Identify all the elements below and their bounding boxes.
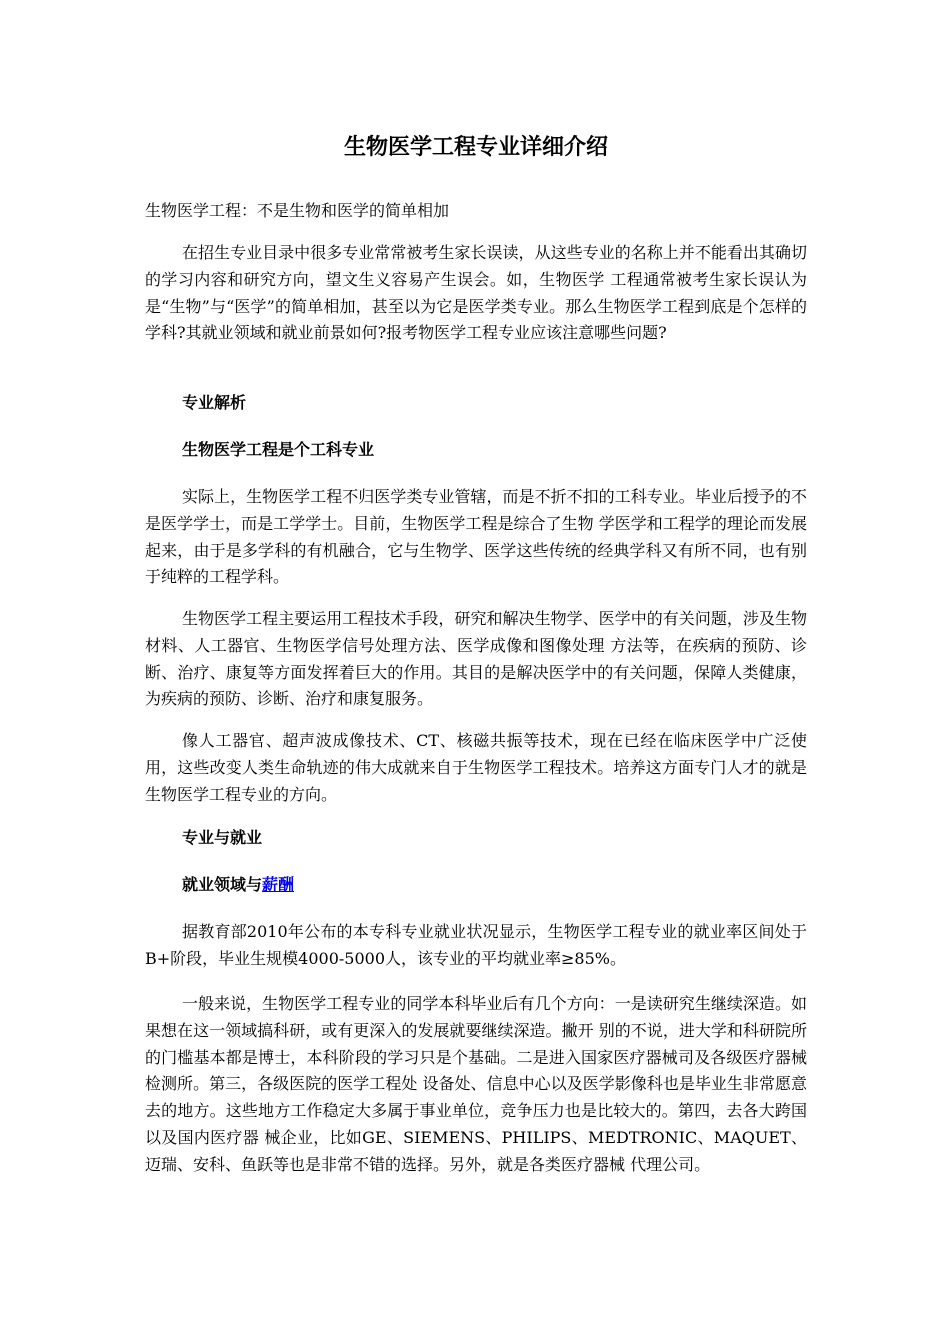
section-heading-employment: 专业与就业 (182, 828, 263, 847)
body-paragraph: 据教育部2010年公布的本专科专业就业状况显示，生物医学工程专业的就业率区间处于B+阶段，毕业生规模4000-5000人，该专业的平均就业率≥85%。 (145, 922, 807, 968)
body-paragraph: 生物医学工程主要运用工程技术手段，研究和解决生物学、医学中的有关问题，涉及生物材料、人工器官、生物医学信号处理方法、医学成像和图像处理 方法等，在疾病的预防、诊断、治疗、康复等方面发挥着巨大的作用。其目的是解决医学中的有关问题，保障人类健康，为疾病的预防、诊断、治疗和康复服务。 (145, 609, 807, 709)
section-subheading-salary (182, 872, 294, 898)
document-subtitle: 生物医学工程：不是生物和医学的简单相加 (145, 201, 450, 220)
body-paragraph: 像人工器官、超声波成像技术、CT、核磁共振等技术，现在已经在临床医学中广泛使用，这些改变人类生命轨迹的伟大成就来自于生物医学工程技术。培养这方面专门人才的就是生物医学工程专业的方向。 (145, 731, 807, 804)
body-paragraph: 一般来说，生物医学工程专业的同学本科毕业后有几个方向：一是读研究生继续深造。如果想在这一领域搞科研，或有更深入的发展就要继续深造。撇开 别的不说，进大学和科研院所的门槛基本都是博士，本科阶段的学习只是个基础。二是进入国家医疗器械司及各级医疗器械检测所。第三，各级医院的医学工程处 设备处、信息中心以及医学影像科也是毕业生非常愿意去的地方。这些地方工作稳定大多属于事业单位，竞争压力也是比较大的。第四，去各大跨国以及国内医疗器 械企业，比如GE、SIEMENS、PHILIPS、MEDTRONIC、MAQUET、迈瑞、安科、鱼跃等也是非常不错的选择。另外，就是各类医疗器械 代理公司。 (145, 994, 807, 1174)
section-subheading-engineering: 生物医学工程是个工科专业 (182, 440, 375, 459)
section-heading-analysis: 专业解析 (182, 393, 247, 412)
body-paragraph: 实际上，生物医学工程不归医学类专业管辖，而是不折不扣的工科专业。毕业后授予的不是医学学士，而是工学学士。目前，生物医学工程是综合了生物 学医学和工程学的理论而发展起来，由于是多学科的有机融合，它与生物学、医学这些传统的经典学科又有所不同，也有别于纯粹的工程学科。 (145, 487, 807, 587)
document-title: 生物医学工程专业详细介绍 (343, 135, 608, 160)
salary-link[interactable]: 薪酬 (262, 875, 295, 894)
intro-paragraph: 在招生专业目录中很多专业常常被考生家长误读，从这些专业的名称上并不能看出其确切的学习内容和研究方向，望文生义容易产生误会。如，生物医学 工程通常被考生家长误认为是“生物”与“医学”的简单相加，甚至以为它是医学类专业。那么生物医学工程到底是个怎样的学科?其就业领域和就业前景如何?报考物医学工程专业应该注意哪些问题? (145, 243, 807, 343)
subheading-prefix: 就业领域与 (182, 875, 263, 894)
